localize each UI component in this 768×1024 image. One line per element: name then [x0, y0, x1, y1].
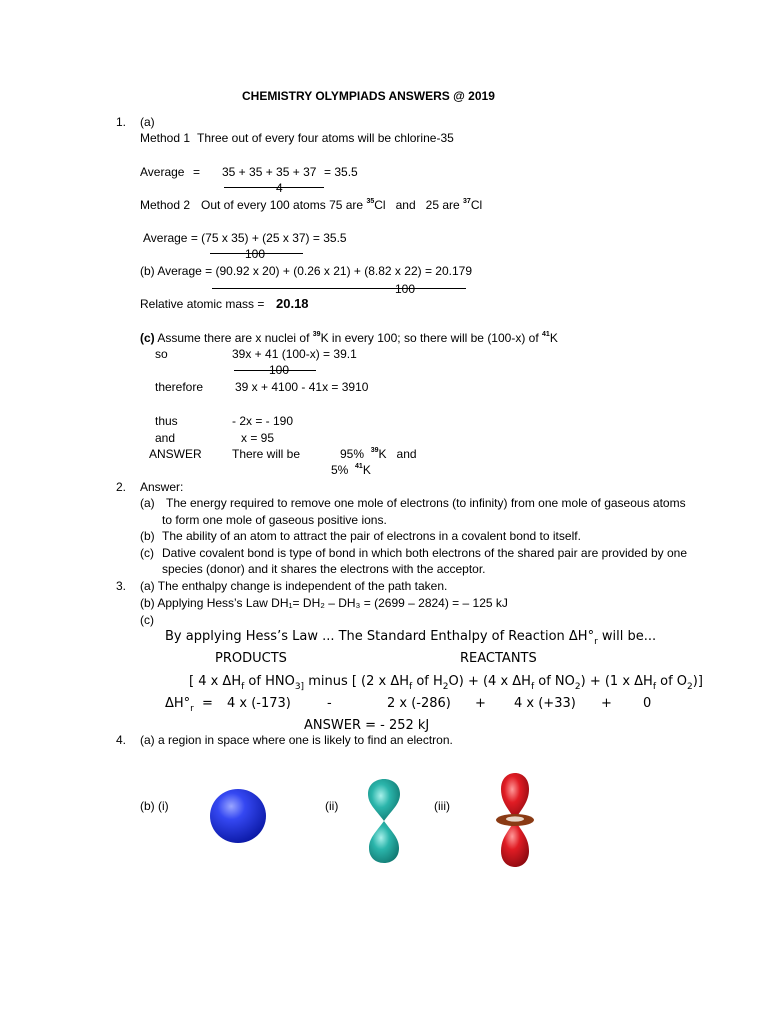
value-hno3: 4 x (-173)	[227, 696, 291, 711]
therefore-label: therefore	[155, 380, 204, 394]
method2-text: Out of every 100 atoms 75 are $^{35}$Cl and 25 are $^{37}$Cl	[201, 198, 483, 212]
and-label: and	[155, 431, 176, 445]
reactants-label: REACTANTS	[460, 651, 537, 666]
q3-c-label: (c)	[140, 613, 154, 627]
p-orbital-icon	[366, 778, 402, 864]
q3-b-line: (b) Applying Hess’s Law DH₁= DH₂ – DH₃ = (2699 – 2824) = – 125 kJ	[140, 596, 508, 610]
plus-sign: +	[601, 696, 612, 711]
answer-k41: 5% $^{41}$K	[331, 463, 371, 477]
hess-line: By applying Hess’s Law ... The Standard Enthalpy of Reaction $\Delta H^\circ_r$ will be...	[165, 629, 657, 647]
average1-result: = 35.5	[324, 165, 358, 179]
thus-equation: - 2x = - 190	[232, 414, 294, 428]
q4-b-iii-label: (iii)	[434, 799, 450, 813]
page-title: CHEMISTRY OLYMPIADS ANSWERS @ 2019	[242, 89, 495, 103]
q2-c-label: (c)	[140, 546, 154, 560]
part-b-denominator: 100	[395, 282, 416, 296]
answer-text: There will be	[232, 447, 301, 461]
q2-heading: Answer:	[140, 480, 184, 494]
value-o2: 0	[643, 696, 652, 711]
q2-c-line1: Dative covalent bond is type of bond in which both electrons of the shared pair are provided by one	[162, 546, 687, 560]
so-equation: 39x + 41 (100-x) = 39.1	[232, 347, 357, 361]
q4-b-i-label: (b) (i)	[140, 799, 169, 813]
q4-number: 4.	[116, 733, 127, 747]
therefore-equation: 39 x + 4100 - 41x = 3910	[235, 380, 369, 394]
q2-b-label: (b)	[140, 529, 155, 543]
value-h2o: 2 x (-286)	[387, 696, 451, 711]
value-no2: 4 x (+33)	[514, 696, 576, 711]
q2-a-line1: The energy required to remove one mole of electrons (to infinity) from one mole of gaseous atoms	[166, 496, 686, 510]
average2-line: Average = (75 x 35) + (25 x 37) = 35.5	[143, 231, 347, 245]
part-b-average: (b) Average = (90.92 x 20) + (0.26 x 21) + (8.82 x 22) = 20.179	[140, 264, 472, 278]
minus-sign: -	[327, 696, 332, 711]
relative-atomic-mass-value: 20.18	[276, 296, 309, 311]
q2-a-label: (a)	[140, 496, 155, 510]
average1-numerator: 35 + 35 + 35 + 37	[222, 165, 317, 179]
q1-a-label: (a)	[140, 115, 155, 129]
plus-sign: +	[475, 696, 486, 711]
q3-answer: ANSWER = - 252 kJ	[304, 718, 430, 733]
method1-text: Three out of every four atoms will be chlorine-35	[197, 131, 454, 145]
average-label: Average	[140, 165, 185, 179]
q3-number: 3.	[116, 579, 127, 593]
q2-a-line2: to form one mole of gaseous positive ions.	[162, 513, 387, 527]
so-denominator: 100	[269, 363, 290, 377]
d-orbital-icon	[494, 772, 536, 868]
q4-b-ii-label: (ii)	[325, 799, 339, 813]
answer-label: ANSWER	[149, 447, 202, 461]
relative-atomic-mass-label: Relative atomic mass =	[140, 297, 265, 311]
part-c-text: (c) Assume there are x nuclei of $^{39}$K in every 100; so there will be (100-x) of $^{41}$K	[140, 331, 558, 345]
fraction-bar	[224, 187, 324, 188]
q2-number: 2.	[116, 480, 127, 494]
and-equation: x = 95	[241, 431, 275, 445]
enthalpy-equation: [ 4 x $\Delta H_f$ of $HNO_{3]}$ minus [ (2 x $\Delta H_f$ of $H_2O) + (4$ x $\Delta H_f$ of $NO_2) + (1$ x $\Delta H_f$ of $O_2$)]	[189, 674, 703, 692]
s-orbital-icon	[206, 786, 270, 846]
fraction-bar	[212, 288, 466, 289]
products-label: PRODUCTS	[215, 651, 287, 666]
method1-label: Method 1	[140, 131, 191, 145]
q2-c-line2: species (donor) and it shares the electrons with the acceptor.	[162, 562, 486, 576]
answer-k39: 95% $^{39}$K and	[340, 447, 417, 461]
so-label: so	[155, 347, 168, 361]
q3-a-line: (a) The enthalpy change is independent of the path taken.	[140, 579, 448, 593]
q4-a-line: (a) a region in space where one is likely to find an electron.	[140, 733, 453, 747]
average1-denominator: 4	[276, 181, 283, 195]
average2-denominator: 100	[245, 247, 266, 261]
delta-h-label: $\Delta H^\circ_r$	[165, 696, 194, 714]
q2-b-line: The ability of an atom to attract the pair of electrons in a covalent bond to itself.	[162, 529, 581, 543]
delta-h-equals: =	[202, 696, 213, 711]
average-equals: =	[193, 165, 201, 179]
q1-number: 1.	[116, 115, 127, 129]
thus-label: thus	[155, 414, 178, 428]
method2-label: Method 2	[140, 198, 191, 212]
